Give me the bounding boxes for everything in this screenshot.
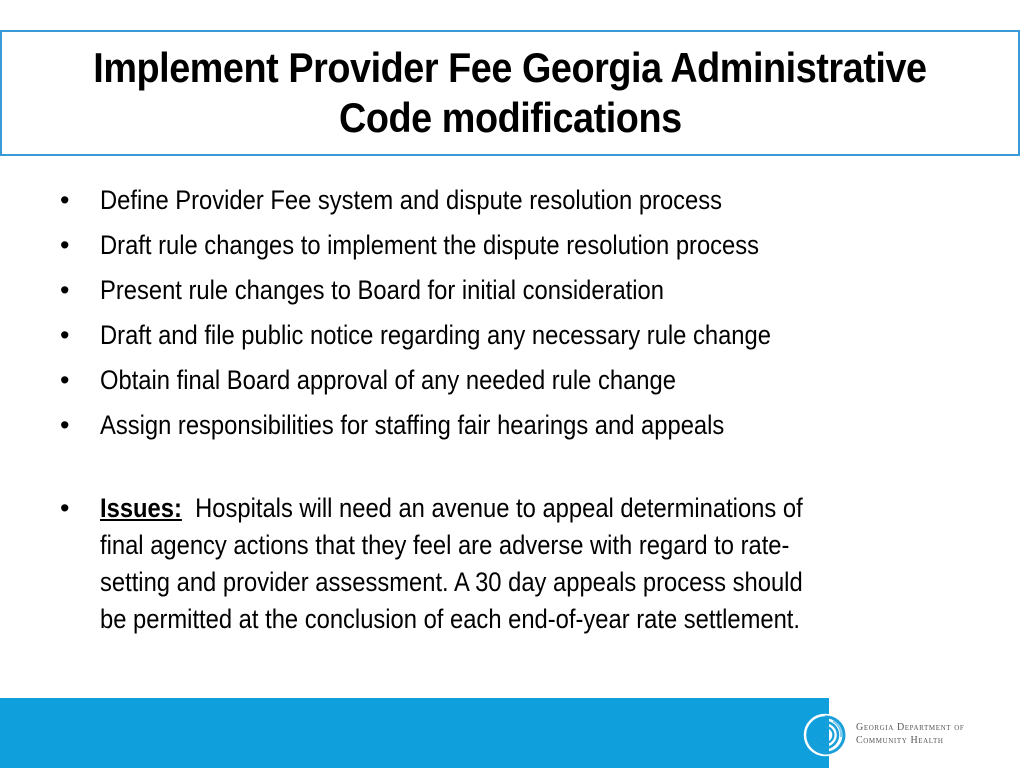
- bullet-text: Assign responsibilities for staffing fair hearings and appeals: [100, 410, 725, 440]
- bullet-marker: •: [60, 365, 70, 395]
- bullet-text: Define Provider Fee system and dispute resolution process: [100, 185, 723, 215]
- gdch-swirl-logo-icon: [803, 713, 847, 757]
- issues-paragraph: [60, 490, 960, 638]
- bullet-text: Draft rule changes to implement the dispute resolution process: [100, 230, 760, 260]
- slide-title-line-1: Implement Provider Fee Georgia Administrative: [93, 44, 927, 91]
- bullet-list: [60, 182, 960, 452]
- bullet-item: [60, 272, 960, 317]
- issues-line-4: be permitted at the conclusion of each end-of-year rate settlement.: [100, 604, 800, 634]
- slide-title-line-2: Code modifications: [338, 94, 682, 141]
- issues-line-3: setting and provider assessment. A 30 day appeals process should: [100, 567, 803, 597]
- issues-line-2: final agency actions that they feel are adverse with regard to rate-: [100, 530, 790, 560]
- bullet-marker: •: [60, 410, 70, 440]
- issues-line-1: [100, 490, 962, 527]
- bullet-item: [60, 182, 960, 227]
- bullet-marker: •: [60, 275, 70, 305]
- bullet-item: [60, 362, 960, 407]
- issues-text: [100, 490, 962, 638]
- bullet-marker: •: [60, 230, 70, 260]
- bullet-text: Draft and file public notice regarding any necessary rule change: [100, 320, 771, 350]
- org-name: [856, 721, 964, 747]
- footer-bar: [0, 698, 795, 768]
- org-name-line-2: Community Health: [856, 735, 944, 746]
- bullet-text: Present rule changes to Board for initial consideration: [100, 275, 664, 305]
- bullet-item: [60, 407, 960, 452]
- org-name-line-1: Georgia Department of: [856, 722, 965, 733]
- bullet-marker: •: [60, 320, 70, 350]
- bullet-item: [60, 317, 960, 362]
- title-box: [0, 30, 1020, 156]
- bullet-item: [60, 227, 960, 272]
- bullet-text: Obtain final Board approval of any needed rule change: [100, 365, 676, 395]
- issues-label: Issues:: [100, 493, 182, 523]
- bullet-marker: •: [60, 185, 70, 215]
- bullet-marker: •: [60, 493, 70, 523]
- issues-line-1-text: Hospitals will need an avenue to appeal determinations of: [181, 493, 803, 523]
